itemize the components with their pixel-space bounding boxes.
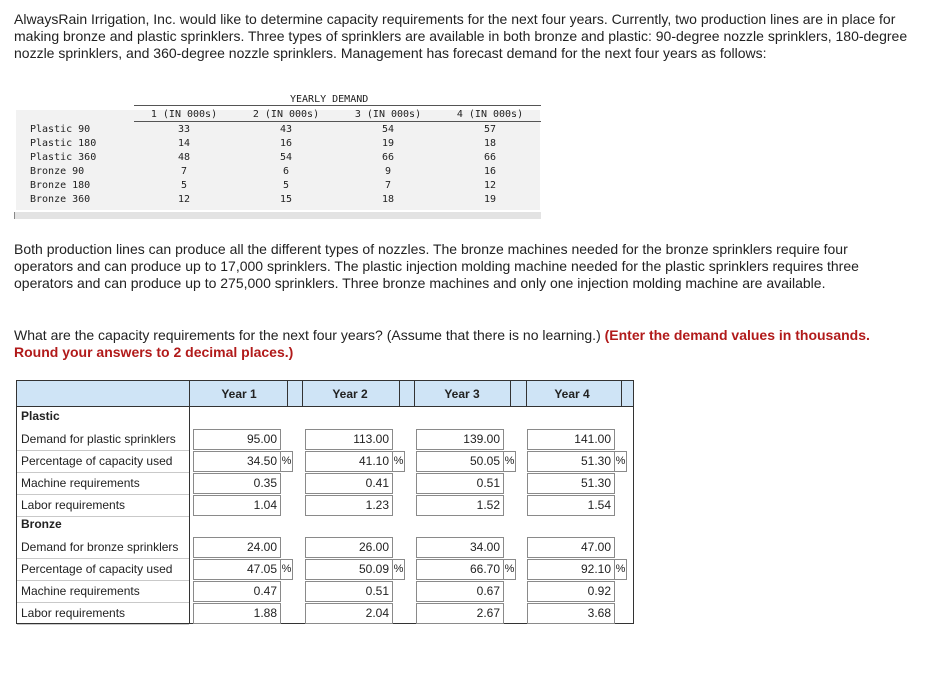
demand-value: 15 <box>279 194 293 205</box>
row-label: Bronze 360 <box>30 194 91 205</box>
production-lines-paragraph: Both production lines can produce all the different types of nozzles. The bronze machines needed for the bronze sprinklers require four operators and can produce up to 17,000 sprinklers. The plastic injection molding machine needed for the plastic sprinklers requires three operators and can produce up to 275,000 sprinklers. Three bronze machines and only one injection molding machine are available. <box>14 241 859 291</box>
row-divider <box>17 494 189 495</box>
answer-input[interactable]: 1.54 <box>527 495 615 516</box>
row-label: Percentage of capacity used <box>21 562 173 576</box>
demand-value: 12 <box>483 180 497 191</box>
percent-unit: % <box>281 559 293 580</box>
column-header: 4 (IN 000s) <box>456 109 524 120</box>
row-divider <box>17 450 189 451</box>
row-label: Bronze 90 <box>30 166 85 177</box>
question-text <box>14 327 910 361</box>
row-label: Plastic 180 <box>30 138 97 149</box>
instruction: (Enter the demand values in thousands. Round your answers to 2 decimal places.) <box>14 327 870 360</box>
row-divider <box>17 558 189 559</box>
demand-value: 12 <box>177 194 191 205</box>
demand-value: 14 <box>177 138 191 149</box>
percent-unit: % <box>504 559 516 580</box>
answer-input[interactable]: 26.00 <box>305 537 393 558</box>
column-header: 2 (IN 000s) <box>252 109 320 120</box>
demand-value: 19 <box>381 138 395 149</box>
demand-value: 57 <box>483 124 497 135</box>
row-label: Machine requirements <box>21 584 140 598</box>
answer-input[interactable]: 141.00 <box>527 429 615 450</box>
answer-input[interactable]: 24.00 <box>193 537 281 558</box>
answer-input[interactable]: 34.00 <box>416 537 504 558</box>
percent-unit: % <box>615 451 627 472</box>
answer-input[interactable]: 2.67 <box>416 603 504 624</box>
header-divider <box>621 381 622 407</box>
answer-input[interactable]: 0.92 <box>527 581 615 602</box>
row-label: Demand for plastic sprinklers <box>21 432 176 446</box>
year-header: Year 4 <box>554 387 590 401</box>
header-divider <box>526 381 527 407</box>
answer-input[interactable]: 0.51 <box>416 473 504 494</box>
answer-input[interactable]: 0.41 <box>305 473 393 494</box>
answer-input[interactable]: 51.30 <box>527 451 615 472</box>
answer-input[interactable]: 1.88 <box>193 603 281 624</box>
demand-value: 54 <box>279 152 293 163</box>
row-label: Machine requirements <box>21 476 140 490</box>
row-label: Labor requirements <box>21 498 126 512</box>
year-header: Year 2 <box>332 387 368 401</box>
header-divider <box>302 381 303 407</box>
row-divider <box>17 472 189 473</box>
row-label: Bronze 180 <box>30 180 91 191</box>
header-divider <box>189 381 190 407</box>
title-rule <box>134 105 541 106</box>
table-title: YEARLY DEMAND <box>290 94 369 105</box>
demand-value: 66 <box>483 152 497 163</box>
column-header: 1 (IN 000s) <box>150 109 218 120</box>
demand-value: 33 <box>177 124 191 135</box>
table-bottom-bar <box>14 212 541 219</box>
row-divider <box>17 580 189 581</box>
row-label: Labor requirements <box>21 606 126 620</box>
percent-unit: % <box>615 559 627 580</box>
demand-value: 54 <box>381 124 395 135</box>
demand-value: 16 <box>279 138 293 149</box>
demand-value: 18 <box>381 194 395 205</box>
demand-value: 5 <box>282 180 290 191</box>
answer-input[interactable]: 113.00 <box>305 429 393 450</box>
answer-input[interactable]: 3.68 <box>527 603 615 624</box>
answer-input[interactable]: 50.05 <box>416 451 504 472</box>
answer-input[interactable]: 41.10 <box>305 451 393 472</box>
demand-value: 66 <box>381 152 395 163</box>
answer-input[interactable]: 92.10 <box>527 559 615 580</box>
header-divider <box>399 381 400 407</box>
answer-input[interactable]: 0.67 <box>416 581 504 602</box>
answer-input[interactable]: 34.50 <box>193 451 281 472</box>
demand-value: 18 <box>483 138 497 149</box>
problem-intro: AlwaysRain Irrigation, Inc. would like to determine capacity requirements for the next four years. Currently, two production lines are in place for making bronze and plastic sprinklers. Three types of sprinklers are available in both bronze and plastic: 90-degree nozzle sprinklers, 180-degree nozzle sprinklers, and 360-degree nozzle sprinklers. Management has forecast demand for the next four years as follows: <box>14 11 908 61</box>
column-header: 3 (IN 000s) <box>354 109 422 120</box>
header-divider <box>287 381 288 407</box>
answer-input[interactable]: 50.09 <box>305 559 393 580</box>
demand-value: 7 <box>384 180 392 191</box>
demand-value: 43 <box>279 124 293 135</box>
header-divider <box>414 381 415 407</box>
answer-input[interactable]: 1.23 <box>305 495 393 516</box>
answer-input[interactable]: 139.00 <box>416 429 504 450</box>
answer-input[interactable]: 66.70 <box>416 559 504 580</box>
label-column-divider <box>189 407 190 623</box>
answer-input[interactable]: 95.00 <box>193 429 281 450</box>
percent-unit: % <box>393 451 405 472</box>
percent-unit: % <box>281 451 293 472</box>
row-label: Demand for bronze sprinklers <box>21 540 179 554</box>
percent-unit: % <box>504 451 516 472</box>
answer-input[interactable]: 0.35 <box>193 473 281 494</box>
section-title: Plastic <box>21 409 60 423</box>
demand-value: 19 <box>483 194 497 205</box>
row-divider <box>17 602 189 603</box>
row-label: Percentage of capacity used <box>21 454 173 468</box>
demand-value: 6 <box>282 166 290 177</box>
answer-input[interactable]: 1.52 <box>416 495 504 516</box>
answer-input[interactable]: 2.04 <box>305 603 393 624</box>
answer-input[interactable]: 0.47 <box>193 581 281 602</box>
answer-input[interactable]: 47.05 <box>193 559 281 580</box>
section-title: Bronze <box>21 517 62 531</box>
row-label: Plastic 90 <box>30 124 91 135</box>
year-header: Year 3 <box>444 387 480 401</box>
demand-value: 9 <box>384 166 392 177</box>
answer-input[interactable]: 1.04 <box>193 495 281 516</box>
header-rule <box>134 121 541 122</box>
question: What are the capacity requirements for the next four years? (Assume that there is no learning.) <box>14 327 601 343</box>
row-divider <box>17 624 189 625</box>
demand-value: 48 <box>177 152 191 163</box>
demand-value: 16 <box>483 166 497 177</box>
percent-unit: % <box>393 559 405 580</box>
answer-input[interactable]: 47.00 <box>527 537 615 558</box>
yearly-demand-table <box>14 92 544 220</box>
header-divider <box>510 381 511 407</box>
answer-input[interactable]: 0.51 <box>305 581 393 602</box>
answer-input[interactable]: 51.30 <box>527 473 615 494</box>
demand-value: 7 <box>180 166 188 177</box>
year-header: Year 1 <box>221 387 257 401</box>
row-label: Plastic 360 <box>30 152 97 163</box>
answer-grid <box>16 380 634 624</box>
demand-value: 5 <box>180 180 188 191</box>
